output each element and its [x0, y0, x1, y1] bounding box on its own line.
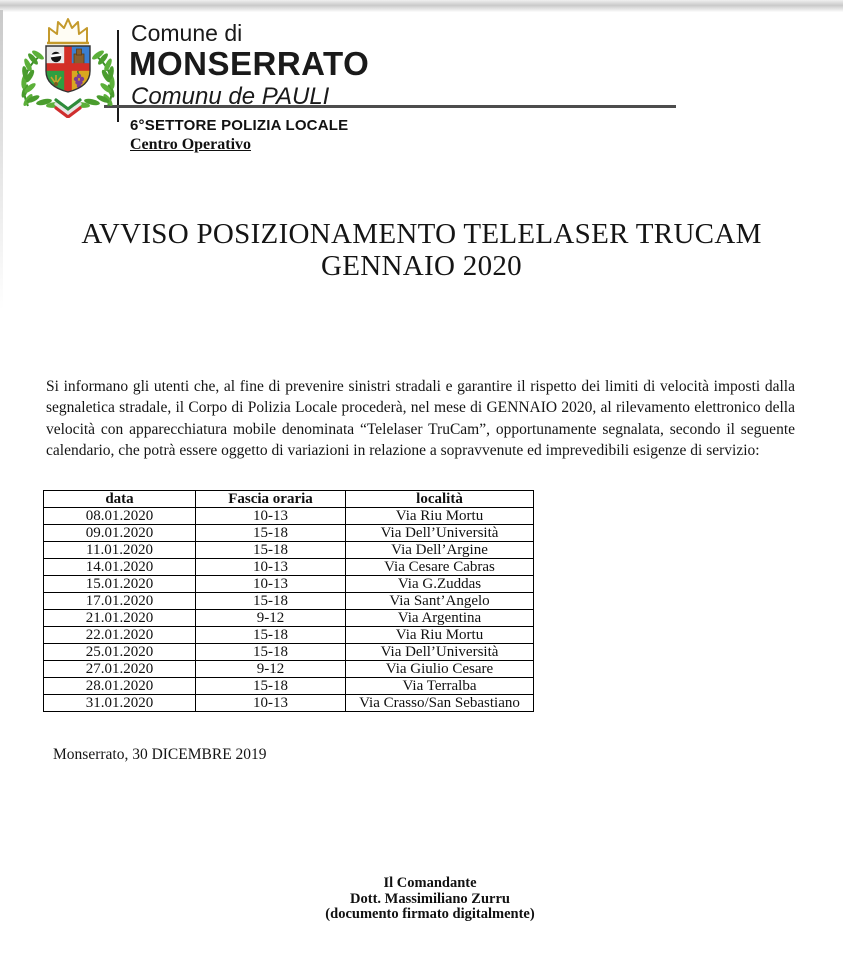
- table-row: [44, 593, 534, 610]
- table-cell: 15-18: [196, 627, 346, 644]
- table-cell: 15-18: [196, 678, 346, 695]
- table-row: [44, 627, 534, 644]
- table-cell: 21.01.2020: [44, 610, 196, 627]
- table-row: [44, 576, 534, 593]
- table-cell: Via G.Zuddas: [346, 576, 534, 593]
- municipality-alt-name: Comunu de PAULI: [131, 83, 330, 110]
- table-cell: 10-13: [196, 559, 346, 576]
- table-row: [44, 559, 534, 576]
- table-cell: 10-13: [196, 508, 346, 525]
- table-cell: Via Sant’Angelo: [346, 593, 534, 610]
- table-cell: Via Crasso/San Sebastiano: [346, 695, 534, 712]
- table-cell: 08.01.2020: [44, 508, 196, 525]
- table-cell: Via Dell’Università: [346, 525, 534, 542]
- page-title-line1: AVVISO POSIZIONAMENTO TELELASER TRUCAM: [81, 218, 762, 250]
- table-row: [44, 610, 534, 627]
- signature-name: Dott. Massimiliano Zurru: [350, 890, 510, 907]
- table-cell: 25.01.2020: [44, 644, 196, 661]
- table-cell: 09.01.2020: [44, 525, 196, 542]
- table-cell: Via Giulio Cesare: [346, 661, 534, 678]
- table-cell: 10-13: [196, 576, 346, 593]
- office-label: Centro Operativo: [130, 136, 252, 153]
- monserrato-coat-of-arms-icon: [16, 12, 120, 123]
- table-cell: Via Dell’Università: [346, 644, 534, 661]
- table-cell: Via Dell’Argine: [346, 542, 534, 559]
- table-row: [44, 644, 534, 661]
- table-cell: Via Argentina: [346, 610, 534, 627]
- table-cell: 17.01.2020: [44, 593, 196, 610]
- table-cell: 9-12: [196, 610, 346, 627]
- table-cell: 15-18: [196, 525, 346, 542]
- table-cell: 14.01.2020: [44, 559, 196, 576]
- document-dateline: Monserrato, 30 DICEMBRE 2019: [53, 746, 267, 763]
- signature-note: (documento firmato digitalmente): [325, 906, 535, 922]
- schedule-table: [43, 490, 534, 712]
- column-header-data: data: [44, 491, 196, 508]
- notice-body-paragraph: Si informano gli utenti che, al fine di prevenire sinistri stradali e garantire il rispetto dei limiti di velocità imposti dalla segnaletica stradale, il Corpo di Polizia Locale procederà, nel mese di GENNAIO 2020, al rilevamento elettronico della velocità con apparecchiatura mobile denominata “Telelaser TruCam”, opportunamente segnalata, secondo il seguente calendario, che potrà essere oggetto di variazioni in relazione a sopravvenute ed imprevedibili esigenze di servizio:: [46, 378, 795, 459]
- table-header-row: [44, 491, 534, 508]
- column-header-localita: località: [346, 491, 534, 508]
- table-cell: 27.01.2020: [44, 661, 196, 678]
- table-cell: Via Riu Mortu: [346, 627, 534, 644]
- signature-block: [0, 876, 843, 923]
- table-cell: 15-18: [196, 644, 346, 661]
- table-row: [44, 661, 534, 678]
- table-row: [44, 508, 534, 525]
- table-cell: Via Terralba: [346, 678, 534, 695]
- table-row: [44, 542, 534, 559]
- scan-edge-top: [0, 0, 843, 12]
- table-cell: 28.01.2020: [44, 678, 196, 695]
- table-cell: Via Cesare Cabras: [346, 559, 534, 576]
- table-cell: 22.01.2020: [44, 627, 196, 644]
- column-header-fascia-oraria: Fascia oraria: [196, 491, 346, 508]
- page-title: [0, 218, 843, 282]
- municipality-label: Comune di: [131, 20, 243, 46]
- table-cell: 10-13: [196, 695, 346, 712]
- table-cell: 15-18: [196, 542, 346, 559]
- signature-role: Il Comandante: [383, 875, 477, 891]
- schedule-table-body: [44, 508, 534, 712]
- sector-label: 6°SETTORE POLIZIA LOCALE: [130, 117, 349, 134]
- table-cell: 31.01.2020: [44, 695, 196, 712]
- municipality-name: MONSERRATO: [129, 45, 370, 82]
- table-cell: 15.01.2020: [44, 576, 196, 593]
- page-title-line2: GENNAIO 2020: [321, 250, 522, 282]
- table-row: [44, 525, 534, 542]
- table-cell: 11.01.2020: [44, 542, 196, 559]
- table-cell: Via Riu Mortu: [346, 508, 534, 525]
- table-row: [44, 695, 534, 712]
- table-cell: 9-12: [196, 661, 346, 678]
- table-row: [44, 678, 534, 695]
- table-cell: 15-18: [196, 593, 346, 610]
